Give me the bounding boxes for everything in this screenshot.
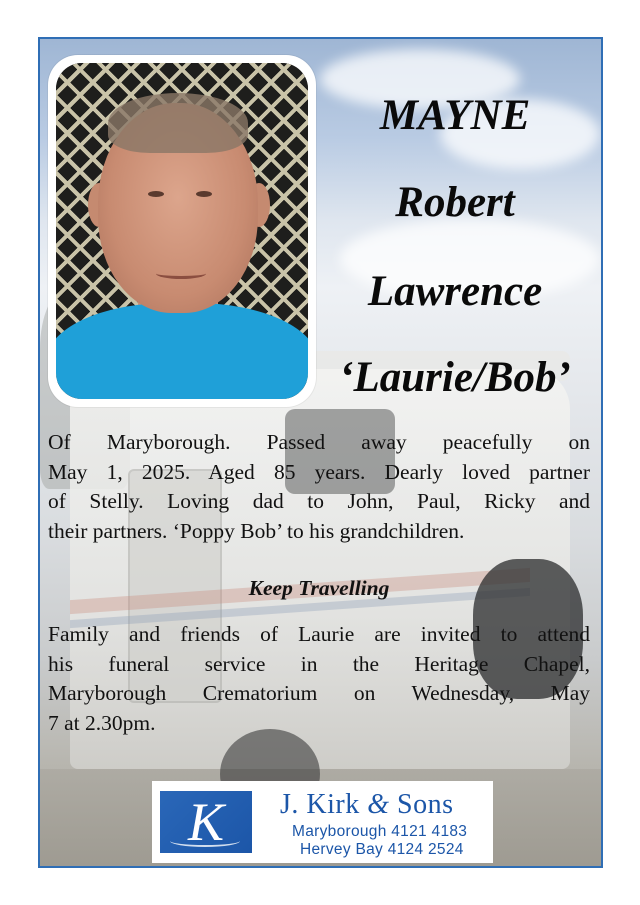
nickname: ‘Laurie/Bob’ <box>339 354 571 401</box>
death-notice-paragraph <box>48 428 590 546</box>
text-line: 7 at 2.30pm. <box>48 710 156 735</box>
text-line: Of Maryborough. Passed away peacefully on <box>48 430 590 454</box>
logo-letter: K <box>187 792 225 852</box>
phone-maryborough: Maryborough 4121 4183 <box>292 823 468 840</box>
phone-hervey-bay: Hervey Bay 4124 2524 <box>300 841 464 858</box>
portrait-hair <box>108 93 248 153</box>
swirl-decoration <box>170 835 240 847</box>
middle-name: Lawrence <box>367 268 543 315</box>
k-monogram-icon <box>160 791 252 853</box>
surname: MAYNE <box>379 92 531 139</box>
firm-ampersand: & <box>367 789 390 820</box>
text-line: Maryborough Crematorium on Wednesday, May <box>48 681 590 705</box>
text-line: of Stelly. Loving dad to John, Paul, Ricky and <box>48 489 590 513</box>
firm-name-part2: Sons <box>397 789 454 820</box>
portrait-eye <box>148 191 164 197</box>
funeral-director-logo <box>152 781 493 863</box>
firm-name <box>280 789 453 821</box>
text-line: his funeral service in the Heritage Chapel, <box>48 651 590 676</box>
firm-name-part1: J. Kirk <box>280 789 360 820</box>
portrait-mouth <box>156 268 206 279</box>
motto: Keep Travelling <box>248 576 390 600</box>
portrait-eye <box>196 191 212 197</box>
portrait-shirt <box>56 303 308 399</box>
text-line: their partners. ‘Poppy Bob’ to his grandchildren. <box>48 518 465 543</box>
first-name: Robert <box>395 179 515 226</box>
portrait-photo <box>48 55 316 407</box>
text-line: May 1, 2025. Aged 85 years. Dearly loved partner <box>48 459 590 484</box>
funeral-notice-paragraph <box>48 620 590 738</box>
text-line: Family and friends of Laurie are invited to attend <box>48 622 590 646</box>
